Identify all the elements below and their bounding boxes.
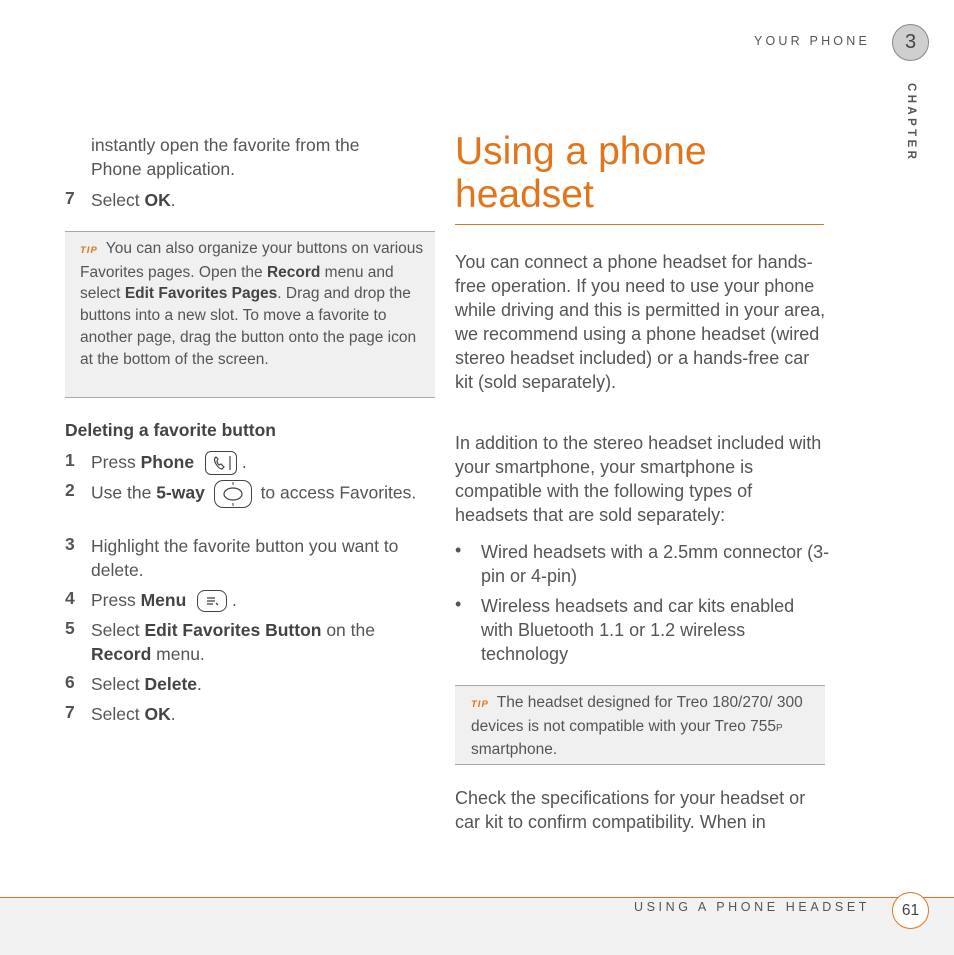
step-highlight-favorite: Highlight the favorite button you want to delete.	[91, 536, 399, 580]
running-head: YOUR PHONE	[753, 34, 870, 48]
bullet-marker: •	[455, 594, 462, 614]
phone-key-icon	[205, 451, 237, 475]
page-number: 61	[892, 892, 929, 929]
paragraph-check-specs: Check the specifications for your headset or car kit to confirm compatibility. When in	[455, 788, 806, 832]
tip-label: TIP	[471, 699, 489, 710]
step-number: 1	[65, 450, 75, 470]
bullet-marker: •	[455, 540, 462, 560]
bullet-item: Wireless headsets and car kits enabled with Bluetooth 1.1 or 1.2 wireless technology	[481, 596, 795, 664]
menu-key-icon	[197, 590, 227, 612]
bullet-item: Wired headsets with a 2.5mm connector (3-pin or 4-pin)	[481, 542, 830, 586]
section-title: Using a phone headset	[455, 130, 707, 216]
tip-box-favorites	[65, 231, 435, 398]
step-number: 7	[65, 702, 75, 722]
chapter-label-vertical	[892, 83, 929, 173]
paragraph-intro: You can connect a phone headset for hands-free operation. If you need to use your phone while driving and this is permitted in your area, we recommend using a phone headset (wired stereo headset included) or a hands-free car kit (sold separately).	[455, 252, 826, 392]
tip-label: TIP	[80, 245, 98, 256]
tip-box-headset	[455, 685, 825, 765]
step-select-edit-favorites-button: Select Edit Favorites Button on the Record menu.	[91, 620, 375, 664]
step-select-delete: Select Delete.	[91, 674, 202, 694]
step-use-five-way: Use the 5-way to access Favorites.	[91, 480, 436, 508]
step-number: 7	[65, 188, 75, 208]
step-press-menu: Press Menu .	[91, 588, 436, 612]
step-number: 4	[65, 588, 75, 608]
title-rule	[455, 224, 824, 225]
step-number: 6	[65, 672, 75, 692]
step-select-ok: Select OK.	[91, 704, 176, 724]
paragraph-compatibility: In addition to the stereo headset included with your smartphone, your smartphone is compatible with the following types of headsets that are sold separately:	[455, 433, 822, 525]
step-number: 3	[65, 534, 75, 554]
chapter-number-badge: 3	[892, 24, 929, 61]
tip-text: TIP The headset designed for Treo 180/270/ 300 devices is not compatible with your Treo 755P smartphone.	[471, 694, 803, 759]
footer-section-title: USING A PHONE HEADSET	[633, 900, 870, 914]
intro-continuation: instantly open the favorite from the Phone application.	[91, 135, 360, 179]
tip-text: TIP You can also organize your buttons on various Favorites pages. Open the Record menu and select Edit Favorites Pages. Drag and drop the buttons into a new slot. To move a favorite to another page, drag the button onto the page icon at the bottom of the screen.	[80, 240, 424, 368]
subheading-deleting-favorite: Deleting a favorite button	[65, 420, 276, 440]
step-press-phone: Press Phone .	[91, 450, 436, 475]
step-number: 5	[65, 618, 75, 638]
step-number: 2	[65, 480, 75, 500]
five-way-key-icon	[214, 480, 252, 508]
chapter-label-text: CHAPTER	[905, 83, 917, 163]
step-select-ok-top: Select OK.	[91, 190, 176, 210]
